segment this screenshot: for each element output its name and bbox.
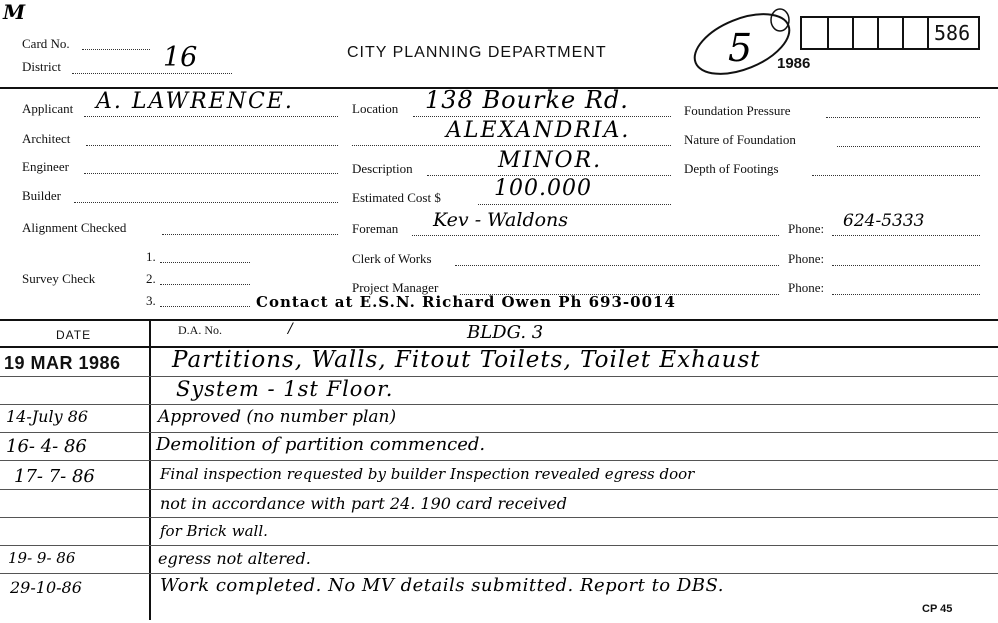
builder-line xyxy=(74,202,338,203)
phone-2-line xyxy=(832,265,980,266)
log-entry-text: System - 1st Floor. xyxy=(176,377,394,401)
card-number: 586 xyxy=(934,21,971,45)
log-entry-date: 29-10-86 xyxy=(10,578,82,597)
district-value: 16 xyxy=(163,42,198,73)
log-entry-text: Partitions, Walls, Fitout Toilets, Toilet Exhaust xyxy=(172,347,761,373)
card-no-line xyxy=(82,49,150,50)
foreman-label: Foreman xyxy=(352,221,399,236)
engineer-label: Engineer xyxy=(22,159,69,174)
survey-2-label: 2. xyxy=(146,271,156,286)
da-no-label: D.A. No. xyxy=(178,323,222,337)
estimated-cost-label: Estimated Cost $ xyxy=(352,190,441,205)
depth-of-footings-line xyxy=(812,175,980,176)
log-entry-date: 16- 4- 86 xyxy=(6,436,87,457)
estimated-cost-line xyxy=(478,204,671,205)
project-manager-label: Project Manager xyxy=(352,280,439,295)
date-header: DATE xyxy=(56,328,92,342)
location-value-1: 138 Bourke Rd. xyxy=(425,86,629,114)
survey-3-label: 3. xyxy=(146,293,156,308)
phone-3-label: Phone: xyxy=(788,280,825,295)
alignment-line xyxy=(162,234,338,235)
depth-of-footings-label: Depth of Footings xyxy=(684,161,779,176)
log-entry-date: 14-July 86 xyxy=(6,407,89,426)
row-rule xyxy=(0,517,998,518)
phone-1-line xyxy=(832,235,980,236)
phone-1-value: 624-5333 xyxy=(843,211,925,231)
row-rule xyxy=(0,545,998,546)
log-entry-text: Final inspection requested by builder Inspection revealed egress door xyxy=(160,465,695,483)
year: 1986 xyxy=(777,55,811,72)
applicant-value: A. LAWRENCE. xyxy=(96,89,294,114)
applicant-label: Applicant xyxy=(22,101,74,116)
log-entry-text: Work completed. No MV details submitted. Report to DBS. xyxy=(160,575,724,596)
row-rule xyxy=(0,404,998,405)
location-value-2: ALEXANDRIA. xyxy=(446,118,631,143)
log-entry-date: 17- 7- 86 xyxy=(14,466,95,487)
log-entry-date: 19 MAR 1986 xyxy=(4,353,121,373)
form-code: CP 45 xyxy=(922,603,953,615)
phone-3-line xyxy=(832,294,980,295)
row-rule xyxy=(0,489,998,490)
log-entry-text: Approved (no number plan) xyxy=(158,407,397,427)
clerk-of-works-label: Clerk of Works xyxy=(352,251,432,266)
circled-mark-value: 5 xyxy=(728,26,753,70)
log-entry-text: Demolition of partition commenced. xyxy=(156,434,486,455)
clerk-of-works-line xyxy=(455,265,779,266)
survey-1-label: 1. xyxy=(146,249,156,264)
architect-label: Architect xyxy=(22,131,71,146)
log-entry-text: for Brick wall. xyxy=(160,522,268,540)
row-rule xyxy=(0,432,998,433)
foreman-line xyxy=(412,235,779,236)
corner-mark: M xyxy=(3,0,26,24)
nature-of-foundation-line xyxy=(837,146,980,147)
location-label: Location xyxy=(352,101,399,116)
nature-of-foundation-label: Nature of Foundation xyxy=(684,132,796,147)
phone-2-label: Phone: xyxy=(788,251,825,266)
survey-3-line xyxy=(160,306,250,307)
description-value: MINOR. xyxy=(498,148,603,173)
row-rule xyxy=(0,460,998,461)
card-no-label: Card No. xyxy=(22,36,70,51)
district-line xyxy=(72,73,232,74)
log-entry-text: not in accordance with part 24. 190 card received xyxy=(160,494,567,513)
da-no-value: / xyxy=(288,321,293,337)
department-title: CITY PLANNING DEPARTMENT xyxy=(347,44,607,61)
builder-label: Builder xyxy=(22,188,61,203)
estimated-cost-value: 100.000 xyxy=(494,176,592,201)
bldg-label: BLDG. 3 xyxy=(467,322,544,343)
alignment-label: Alignment Checked xyxy=(22,220,127,235)
description-label: Description xyxy=(352,161,413,176)
row-rule xyxy=(0,376,998,377)
location-line-1 xyxy=(413,116,671,117)
log-entry-text: egress not altered. xyxy=(158,549,311,568)
foundation-pressure-line xyxy=(826,117,980,118)
applicant-line xyxy=(84,116,338,117)
foreman-value: Kev - Waldons xyxy=(433,209,569,231)
survey-1-line xyxy=(160,262,250,263)
engineer-line xyxy=(84,173,338,174)
foundation-pressure-label: Foundation Pressure xyxy=(684,103,791,118)
card-number-box xyxy=(800,16,980,50)
date-column-divider xyxy=(149,320,151,620)
architect-line xyxy=(86,145,338,146)
contact-note: Contact at E.S.N. Richard Owen Ph 693-0014 xyxy=(256,293,676,311)
survey-2-line xyxy=(160,284,250,285)
survey-check-label: Survey Check xyxy=(22,271,96,286)
row-rule xyxy=(0,573,998,574)
district-label: District xyxy=(22,59,61,74)
log-entry-date: 19- 9- 86 xyxy=(8,549,76,567)
location-line-2 xyxy=(352,145,671,146)
phone-1-label: Phone: xyxy=(788,221,825,236)
